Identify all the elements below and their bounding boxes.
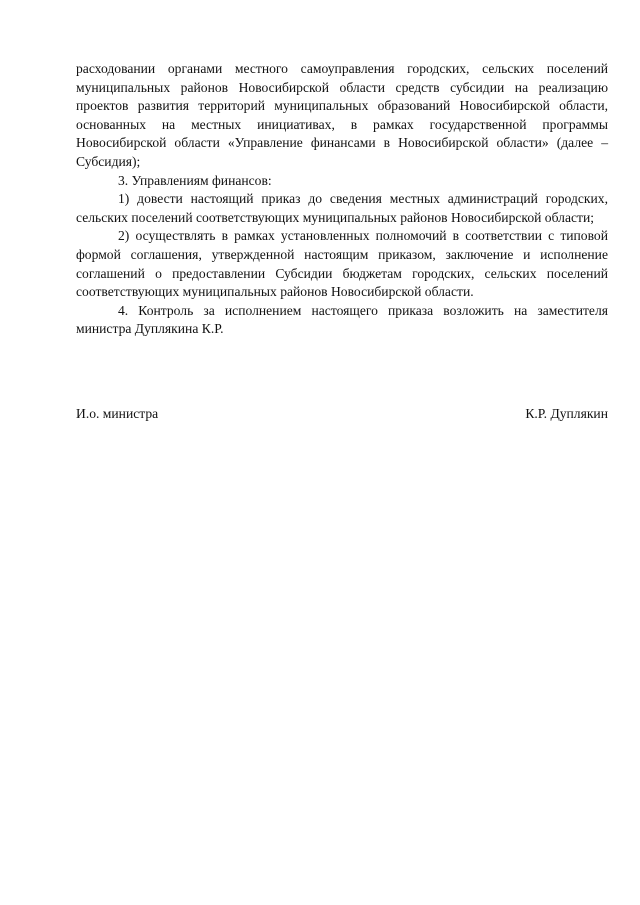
signatory-name: К.Р. Дуплякин <box>525 406 608 421</box>
paragraph-subsidy-continuation: расходовании органами местного самоуправления городских, сельских поселений муниципальных районов Новосибирской области средств субсидии на реализацию проектов развития территорий муниципальных образований Новосибирской области, основанных на местных инициативах, в рамках государственной программы Новосибирской области «Управление финансами в Новосибирской области» (далее – Субсидия); <box>76 61 608 169</box>
signatory-position: И.о. министра <box>76 406 159 421</box>
paragraph-item-3-1: 1) довести настоящий приказ до сведения местных администраций городских, сельских поселений соответствующих муниципальных районов Новосибирской области; <box>76 191 608 225</box>
paragraph-item-3: 3. Управлениям финансов: <box>118 172 272 188</box>
signature-block <box>76 405 608 423</box>
paragraph-item-3-2: 2) осуществлять в рамках установленных полномочий в соответствии с типовой формой соглашения, утвержденной настоящим приказом, заключение и исполнение соглашений о предоставлении Субсидии бюджетам городских, сельских поселений соответствующих муниципальных районов Новосибирской области. <box>76 228 608 300</box>
paragraph-item-4: 4. Контроль за исполнением настоящего приказа возложить на заместителя министра Дуплякина К.Р. <box>76 302 608 337</box>
document-body <box>76 60 608 339</box>
